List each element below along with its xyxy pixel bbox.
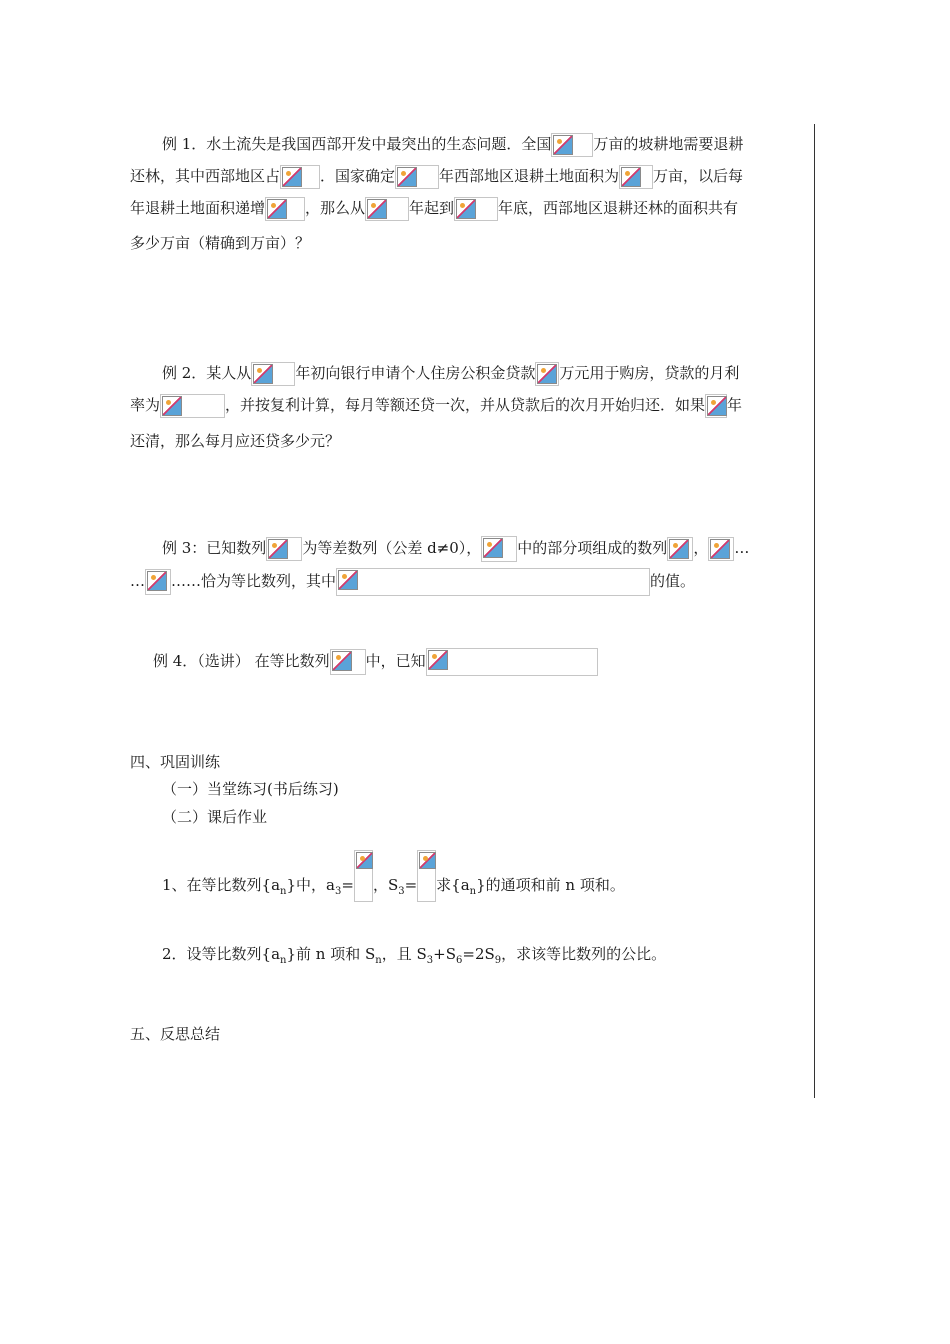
text: 中，已知 [365, 652, 426, 670]
text: }的通项和前 n 项和。 [476, 876, 625, 894]
formula-image [354, 850, 373, 902]
text: 例 2．某人从 [162, 364, 252, 382]
section-4-title: 四、巩固训练 [130, 753, 221, 771]
broken-image-icon [419, 852, 436, 869]
formula-image [265, 197, 305, 221]
formula-image [535, 362, 559, 386]
homework-q1 [162, 850, 625, 903]
broken-image-icon [483, 538, 503, 558]
text: 例 3：已知数列 [162, 539, 267, 557]
text: 例 1．水土流失是我国西部开发中最突出的生态问题．全国 [162, 135, 552, 153]
broken-image-icon [162, 396, 182, 416]
text: 中的部分项组成的数列 [517, 539, 668, 557]
text: 率为 [130, 396, 161, 414]
text: ，S [372, 876, 399, 894]
text: 年 [727, 396, 743, 414]
broken-image-icon [356, 852, 373, 869]
broken-image-icon [338, 570, 358, 590]
subscript: n [469, 886, 477, 897]
ex4-line [153, 648, 598, 676]
text: ，求该等比数列的公比。 [501, 945, 667, 963]
subscript: n [375, 955, 382, 966]
formula-image [251, 362, 295, 386]
broken-image-icon [621, 167, 641, 187]
broken-image-icon [537, 364, 557, 384]
text: 例 4．（选讲） 在等比数列 [153, 652, 330, 670]
broken-image-icon [553, 135, 573, 155]
broken-image-icon [367, 199, 387, 219]
broken-image-icon [147, 571, 167, 591]
formula-image [330, 649, 366, 675]
text: =2S [462, 945, 495, 963]
broken-image-icon [397, 167, 417, 187]
text: 万元用于购房，贷款的月利 [559, 364, 740, 382]
formula-image [705, 394, 727, 418]
formula-image [426, 648, 598, 676]
ex3-line-2 [130, 568, 695, 596]
formula-image [708, 537, 734, 561]
text: 万亩，以后每 [653, 167, 744, 185]
ex1-line-1 [162, 133, 743, 157]
ex1-line-2 [130, 165, 743, 189]
ex2-line-1 [162, 362, 739, 386]
text: 年退耕土地面积递增 [130, 199, 266, 217]
text: +S [433, 945, 457, 963]
section-5-title: 五、反思总结 [130, 1025, 221, 1043]
text: 万亩的坡耕地需要退耕 [593, 135, 744, 153]
ex2-line-3: 还清，那么每月应还贷多少元？ [130, 432, 341, 450]
formula-image [481, 536, 517, 562]
subscript: 9 [494, 955, 502, 966]
section-4-sub-1: （一）当堂练习(书后练习) [162, 780, 339, 798]
text: = [404, 876, 418, 894]
text: }中，a [286, 876, 335, 894]
text: … [734, 539, 750, 557]
text: 还林，其中西部地区占 [130, 167, 281, 185]
formula-image [160, 394, 225, 418]
broken-image-icon [710, 539, 730, 559]
formula-image [145, 569, 171, 595]
ex1-line-4: 多少万亩（精确到万亩）？ [130, 234, 311, 252]
homework-q2 [162, 943, 666, 972]
formula-image [417, 850, 436, 902]
subscript: 3 [398, 886, 405, 897]
text: … [130, 572, 145, 590]
text: ，且 S [381, 945, 427, 963]
text: 求{a [436, 876, 470, 894]
ex1-line-3 [130, 197, 738, 221]
broken-image-icon [332, 651, 352, 671]
text: ，那么从 [305, 199, 366, 217]
broken-image-icon [268, 539, 288, 559]
subscript: n [280, 886, 287, 897]
text: ……恰为等比数列，其中 [171, 572, 337, 590]
formula-image [619, 165, 653, 189]
formula-image [551, 133, 593, 157]
formula-image [365, 197, 409, 221]
text: 年起到 [409, 199, 455, 217]
subscript: 6 [456, 955, 463, 966]
formula-image [336, 568, 650, 596]
text: 的值。 [650, 572, 696, 590]
formula-image [667, 537, 693, 561]
broken-image-icon [282, 167, 302, 187]
text: = [341, 876, 354, 894]
text: 为等差数列（公差 d≠0）， [302, 539, 482, 557]
text: 年底，西部地区退耕还林的面积共有 [498, 199, 739, 217]
ex2-line-2 [130, 394, 742, 418]
text: ．国家确定 [320, 167, 396, 185]
right-margin-rule [814, 124, 815, 1098]
subscript: 3 [426, 955, 434, 966]
subscript: n [280, 955, 287, 966]
broken-image-icon [267, 199, 287, 219]
formula-image [266, 537, 302, 561]
text: 1、在等比数列{a [162, 876, 281, 894]
broken-image-icon [707, 396, 727, 416]
text: 年初向银行申请个人住房公积金贷款 [295, 364, 536, 382]
formula-image [280, 165, 320, 189]
formula-image [454, 197, 498, 221]
formula-image [395, 165, 439, 189]
broken-image-icon [428, 650, 448, 670]
broken-image-icon [456, 199, 476, 219]
subscript: 3 [334, 886, 342, 897]
text: 2．设等比数列{a [162, 945, 281, 963]
ex3-line-1 [162, 536, 749, 562]
section-4-sub-2: （二）课后作业 [162, 808, 268, 826]
broken-image-icon [253, 364, 273, 384]
text: 年西部地区退耕土地面积为 [439, 167, 620, 185]
text: }前 n 项和 S [286, 945, 376, 963]
text: ， [693, 539, 709, 557]
broken-image-icon [669, 539, 689, 559]
text: ，并按复利计算，每月等额还贷一次，并从贷款后的次月开始归还．如果 [225, 396, 706, 414]
